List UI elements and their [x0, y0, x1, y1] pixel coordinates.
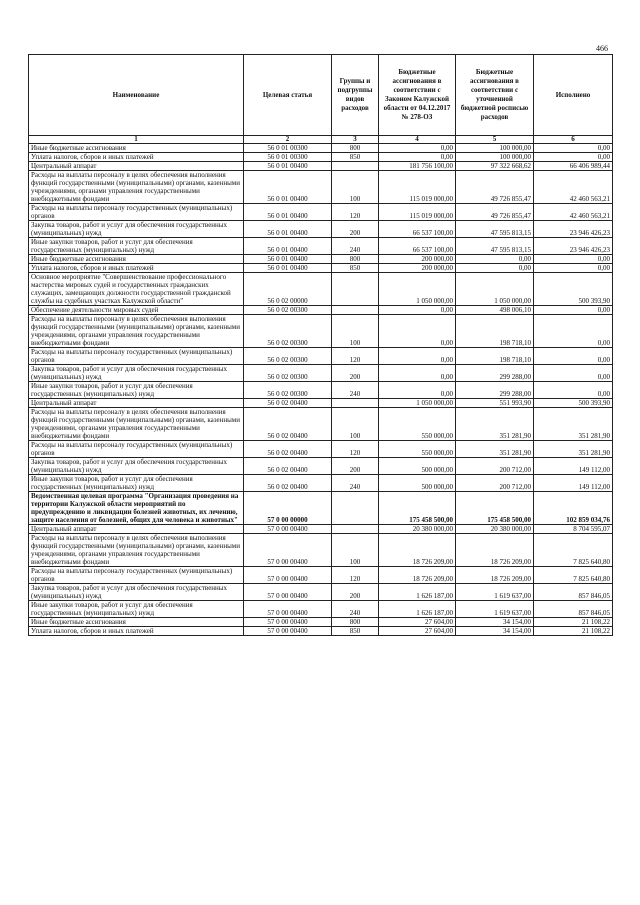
table-row — [29, 534, 613, 567]
row-law-allocation-cell: 1 626 187,00 — [379, 601, 456, 618]
row-target-article-cell: 56 0 01 00400 — [244, 255, 332, 264]
row-target-article-cell: 56 0 02 00000 — [244, 273, 332, 306]
row-law-allocation-cell: 1 050 000,00 — [379, 399, 456, 408]
row-expense-group-cell: 240 — [332, 382, 379, 399]
row-executed-cell: 42 460 563,21 — [534, 204, 613, 221]
row-expense-group-cell: 240 — [332, 601, 379, 618]
row-refined-allocation-cell: 0,00 — [456, 264, 534, 273]
row-executed-cell: 0,00 — [534, 365, 613, 382]
table-row — [29, 204, 613, 221]
budget-execution-table — [28, 54, 613, 636]
row-name-cell: Центральный аппарат — [29, 162, 244, 171]
column-number: 3 — [332, 136, 379, 144]
row-executed-cell: 0,00 — [534, 348, 613, 365]
row-target-article-cell: 56 0 02 00300 — [244, 315, 332, 348]
row-expense-group-cell: 120 — [332, 204, 379, 221]
row-executed-cell: 7 825 640,80 — [534, 567, 613, 584]
table-row — [29, 255, 613, 264]
row-law-allocation-cell: 0,00 — [379, 315, 456, 348]
row-target-article-cell: 56 0 02 00400 — [244, 475, 332, 492]
row-refined-allocation-cell: 551 993,90 — [456, 399, 534, 408]
row-law-allocation-cell: 115 019 000,00 — [379, 204, 456, 221]
row-executed-cell: 500 393,90 — [534, 273, 613, 306]
column-number: 5 — [456, 136, 534, 144]
row-law-allocation-cell: 181 756 100,00 — [379, 162, 456, 171]
row-name-cell: Закупка товаров, работ и услуг для обеспечения государственных (муниципальных) нужд — [29, 584, 244, 601]
row-law-allocation-cell: 18 726 209,00 — [379, 534, 456, 567]
row-name-cell: Основное мероприятие "Совершенствование профессионального мастерства мировых судей и государственных гражданских служащих, замещающих должности государственной гражданской службы на судебных участках Калужской области" — [29, 273, 244, 306]
row-executed-cell: 21 108,22 — [534, 618, 613, 627]
row-expense-group-cell: 850 — [332, 153, 379, 162]
row-expense-group-cell: 200 — [332, 584, 379, 601]
row-law-allocation-cell: 0,00 — [379, 153, 456, 162]
table-row — [29, 171, 613, 204]
row-target-article-cell: 57 0 00 00000 — [244, 492, 332, 525]
row-target-article-cell: 56 0 02 00400 — [244, 399, 332, 408]
table-row — [29, 458, 613, 475]
row-law-allocation-cell: 0,00 — [379, 365, 456, 382]
row-law-allocation-cell: 18 726 209,00 — [379, 567, 456, 584]
row-target-article-cell: 56 0 01 00400 — [244, 204, 332, 221]
row-refined-allocation-cell: 20 380 000,00 — [456, 525, 534, 534]
table-row — [29, 153, 613, 162]
row-law-allocation-cell: 1 626 187,00 — [379, 584, 456, 601]
row-target-article-cell: 56 0 02 00300 — [244, 365, 332, 382]
row-executed-cell: 0,00 — [534, 255, 613, 264]
row-law-allocation-cell: 27 604,00 — [379, 618, 456, 627]
column-number: 4 — [379, 136, 456, 144]
header-law-allocations: Бюджетные ассигнования в соответствии с Законом Калужской области от 04.12.2017 № 278-ОЗ — [379, 55, 456, 136]
row-refined-allocation-cell: 100 000,00 — [456, 153, 534, 162]
row-name-cell: Иные закупки товаров, работ и услуг для обеспечения государственных (муниципальных) нужд — [29, 475, 244, 492]
row-law-allocation-cell: 0,00 — [379, 382, 456, 399]
row-name-cell: Уплата налогов, сборов и иных платежей — [29, 264, 244, 273]
row-law-allocation-cell: 0,00 — [379, 144, 456, 153]
table-row — [29, 315, 613, 348]
row-name-cell: Закупка товаров, работ и услуг для обеспечения государственных (муниципальных) нужд — [29, 458, 244, 475]
row-refined-allocation-cell: 351 281,90 — [456, 441, 534, 458]
row-expense-group-cell: 200 — [332, 365, 379, 382]
row-name-cell: Закупка товаров, работ и услуг для обеспечения государственных (муниципальных) нужд — [29, 221, 244, 238]
row-refined-allocation-cell: 34 154,00 — [456, 618, 534, 627]
table-row — [29, 618, 613, 627]
row-law-allocation-cell: 550 000,00 — [379, 441, 456, 458]
row-name-cell: Иные бюджетные ассигнования — [29, 144, 244, 153]
row-law-allocation-cell: 0,00 — [379, 306, 456, 315]
header-executed: Исполнено — [534, 55, 613, 136]
row-law-allocation-cell: 175 458 500,00 — [379, 492, 456, 525]
row-name-cell: Иные закупки товаров, работ и услуг для обеспечения государственных (муниципальных) нужд — [29, 382, 244, 399]
row-refined-allocation-cell: 351 281,90 — [456, 408, 534, 441]
table-row — [29, 475, 613, 492]
row-law-allocation-cell: 20 380 000,00 — [379, 525, 456, 534]
row-expense-group-cell: 240 — [332, 475, 379, 492]
row-law-allocation-cell: 115 019 000,00 — [379, 171, 456, 204]
row-executed-cell: 0,00 — [534, 264, 613, 273]
row-expense-group-cell: 100 — [332, 408, 379, 441]
row-expense-group-cell: 100 — [332, 315, 379, 348]
row-executed-cell: 500 393,90 — [534, 399, 613, 408]
table-row — [29, 306, 613, 315]
row-name-cell: Центральный аппарат — [29, 525, 244, 534]
row-law-allocation-cell: 550 000,00 — [379, 408, 456, 441]
row-target-article-cell: 57 0 00 00400 — [244, 618, 332, 627]
row-refined-allocation-cell: 299 288,00 — [456, 382, 534, 399]
row-refined-allocation-cell: 1 619 637,00 — [456, 601, 534, 618]
row-name-cell: Расходы на выплаты персоналу в целях обеспечения выполнения функций государственными (муниципальными) органами, казенными учреждениями, органами управления государственными внебюджетными фондами — [29, 534, 244, 567]
row-executed-cell: 7 825 640,80 — [534, 534, 613, 567]
row-name-cell: Закупка товаров, работ и услуг для обеспечения государственных (муниципальных) нужд — [29, 365, 244, 382]
table-row — [29, 382, 613, 399]
row-expense-group-cell: 100 — [332, 171, 379, 204]
row-refined-allocation-cell: 299 288,00 — [456, 365, 534, 382]
row-name-cell: Уплата налогов, сборов и иных платежей — [29, 153, 244, 162]
header-refined-allocations: Бюджетные ассигнования в соответствии с уточненной бюджетной росписью расходов — [456, 55, 534, 136]
row-target-article-cell: 57 0 00 00400 — [244, 525, 332, 534]
row-refined-allocation-cell: 18 726 209,00 — [456, 567, 534, 584]
row-target-article-cell: 56 0 01 00300 — [244, 144, 332, 153]
table-row — [29, 525, 613, 534]
row-name-cell: Ведомственная целевая программа "Организация проведения на территории Калужской области мероприятий по предупреждению и ликвидации болезней животных, их лечению, защите населения от болезней, общих для человека и животных" — [29, 492, 244, 525]
row-executed-cell: 0,00 — [534, 315, 613, 348]
row-expense-group-cell — [332, 525, 379, 534]
row-expense-group-cell: 120 — [332, 441, 379, 458]
row-name-cell: Центральный аппарат — [29, 399, 244, 408]
row-executed-cell: 23 946 426,23 — [534, 238, 613, 255]
row-law-allocation-cell: 66 537 100,00 — [379, 221, 456, 238]
row-executed-cell: 66 406 989,44 — [534, 162, 613, 171]
row-law-allocation-cell: 200 000,00 — [379, 255, 456, 264]
column-number: 1 — [29, 136, 244, 144]
row-executed-cell: 0,00 — [534, 306, 613, 315]
row-expense-group-cell: 200 — [332, 458, 379, 475]
table-row — [29, 567, 613, 584]
row-law-allocation-cell: 500 000,00 — [379, 475, 456, 492]
table-row — [29, 238, 613, 255]
row-refined-allocation-cell: 100 000,00 — [456, 144, 534, 153]
row-law-allocation-cell: 66 537 100,00 — [379, 238, 456, 255]
row-name-cell: Расходы на выплаты персоналу в целях обеспечения выполнения функций государственными (муниципальными) органами, казенными учреждениями, органами управления государственными внебюджетными фондами — [29, 315, 244, 348]
row-expense-group-cell: 800 — [332, 144, 379, 153]
column-number: 2 — [244, 136, 332, 144]
row-target-article-cell: 56 0 02 00400 — [244, 458, 332, 475]
row-refined-allocation-cell: 1 050 000,00 — [456, 273, 534, 306]
row-law-allocation-cell: 27 604,00 — [379, 627, 456, 636]
row-executed-cell: 102 859 034,76 — [534, 492, 613, 525]
row-expense-group-cell: 120 — [332, 567, 379, 584]
row-name-cell: Расходы на выплаты персоналу государственных (муниципальных) органов — [29, 204, 244, 221]
row-expense-group-cell: 240 — [332, 238, 379, 255]
column-number: 6 — [534, 136, 613, 144]
row-target-article-cell: 56 0 02 00300 — [244, 382, 332, 399]
row-law-allocation-cell: 200 000,00 — [379, 264, 456, 273]
row-executed-cell: 351 281,90 — [534, 408, 613, 441]
table-row — [29, 492, 613, 525]
row-name-cell: Обеспечение деятельности мировых судей — [29, 306, 244, 315]
row-refined-allocation-cell: 200 712,00 — [456, 458, 534, 475]
table-row — [29, 144, 613, 153]
row-target-article-cell: 56 0 02 00400 — [244, 441, 332, 458]
row-name-cell: Иные закупки товаров, работ и услуг для обеспечения государственных (муниципальных) нужд — [29, 238, 244, 255]
row-target-article-cell: 56 0 01 00400 — [244, 221, 332, 238]
row-target-article-cell: 56 0 01 00400 — [244, 238, 332, 255]
row-refined-allocation-cell: 175 458 500,00 — [456, 492, 534, 525]
row-target-article-cell: 56 0 01 00400 — [244, 162, 332, 171]
row-target-article-cell: 57 0 00 00400 — [244, 601, 332, 618]
row-executed-cell: 149 112,00 — [534, 475, 613, 492]
row-expense-group-cell: 800 — [332, 618, 379, 627]
row-target-article-cell: 56 0 01 00300 — [244, 153, 332, 162]
row-executed-cell: 0,00 — [534, 382, 613, 399]
row-target-article-cell: 56 0 02 00300 — [244, 306, 332, 315]
table-row — [29, 584, 613, 601]
table-row — [29, 627, 613, 636]
column-number-row — [29, 136, 613, 144]
row-expense-group-cell — [332, 306, 379, 315]
row-expense-group-cell: 200 — [332, 221, 379, 238]
row-name-cell: Иные бюджетные ассигнования — [29, 255, 244, 264]
row-target-article-cell: 57 0 00 00400 — [244, 584, 332, 601]
row-expense-group-cell — [332, 273, 379, 306]
row-law-allocation-cell: 500 000,00 — [379, 458, 456, 475]
row-expense-group-cell: 120 — [332, 348, 379, 365]
row-executed-cell: 857 846,05 — [534, 584, 613, 601]
row-refined-allocation-cell: 47 595 813,15 — [456, 238, 534, 255]
row-refined-allocation-cell: 49 726 855,47 — [456, 171, 534, 204]
row-executed-cell: 351 281,90 — [534, 441, 613, 458]
row-executed-cell: 0,00 — [534, 153, 613, 162]
row-executed-cell: 149 112,00 — [534, 458, 613, 475]
row-name-cell: Расходы на выплаты персоналу государственных (муниципальных) органов — [29, 348, 244, 365]
row-executed-cell: 21 108,22 — [534, 627, 613, 636]
header-target-article: Целевая статья — [244, 55, 332, 136]
table-row — [29, 601, 613, 618]
table-row — [29, 273, 613, 306]
row-law-allocation-cell: 1 050 000,00 — [379, 273, 456, 306]
row-name-cell: Расходы на выплаты персоналу государственных (муниципальных) органов — [29, 567, 244, 584]
row-target-article-cell: 56 0 02 00400 — [244, 408, 332, 441]
header-name: Наименование — [29, 55, 244, 136]
row-refined-allocation-cell: 198 718,10 — [456, 315, 534, 348]
row-executed-cell: 857 846,05 — [534, 601, 613, 618]
row-expense-group-cell: 800 — [332, 255, 379, 264]
table-row — [29, 221, 613, 238]
row-expense-group-cell — [332, 162, 379, 171]
row-refined-allocation-cell: 198 718,10 — [456, 348, 534, 365]
row-name-cell: Иные закупки товаров, работ и услуг для обеспечения государственных (муниципальных) нужд — [29, 601, 244, 618]
row-refined-allocation-cell: 0,00 — [456, 255, 534, 264]
row-expense-group-cell: 850 — [332, 264, 379, 273]
row-refined-allocation-cell: 200 712,00 — [456, 475, 534, 492]
row-name-cell: Расходы на выплаты персоналу государственных (муниципальных) органов — [29, 441, 244, 458]
row-target-article-cell: 56 0 01 00400 — [244, 264, 332, 273]
table-row — [29, 348, 613, 365]
row-target-article-cell: 56 0 02 00300 — [244, 348, 332, 365]
table-header-row — [29, 55, 613, 136]
row-executed-cell: 0,00 — [534, 144, 613, 153]
row-target-article-cell: 56 0 01 00400 — [244, 171, 332, 204]
row-refined-allocation-cell: 97 322 668,62 — [456, 162, 534, 171]
header-expense-group: Группы и подгруппы видов расходов — [332, 55, 379, 136]
row-refined-allocation-cell: 47 595 813,15 — [456, 221, 534, 238]
row-target-article-cell: 57 0 00 00400 — [244, 627, 332, 636]
table-row — [29, 162, 613, 171]
row-executed-cell: 42 460 563,21 — [534, 171, 613, 204]
table-row — [29, 408, 613, 441]
row-expense-group-cell: 850 — [332, 627, 379, 636]
row-executed-cell: 8 704 595,07 — [534, 525, 613, 534]
page-number: 466 — [596, 44, 608, 53]
row-name-cell: Расходы на выплаты персоналу в целях обеспечения выполнения функций государственными (муниципальными) органами, казенными учреждениями, органами управления государственными внебюджетными фондами — [29, 171, 244, 204]
row-refined-allocation-cell: 49 726 855,47 — [456, 204, 534, 221]
row-name-cell: Расходы на выплаты персоналу в целях обеспечения выполнения функций государственными (муниципальными) органами, казенными учреждениями, органами управления государственными внебюджетными фондами — [29, 408, 244, 441]
row-expense-group-cell — [332, 399, 379, 408]
table-row — [29, 365, 613, 382]
row-refined-allocation-cell: 18 726 209,00 — [456, 534, 534, 567]
row-law-allocation-cell: 0,00 — [379, 348, 456, 365]
row-expense-group-cell: 100 — [332, 534, 379, 567]
row-target-article-cell: 57 0 00 00400 — [244, 567, 332, 584]
table-body — [29, 136, 613, 636]
row-name-cell: Уплата налогов, сборов и иных платежей — [29, 627, 244, 636]
table-row — [29, 264, 613, 273]
row-target-article-cell: 57 0 00 00400 — [244, 534, 332, 567]
row-name-cell: Иные бюджетные ассигнования — [29, 618, 244, 627]
row-executed-cell: 23 946 426,23 — [534, 221, 613, 238]
row-refined-allocation-cell: 1 619 637,00 — [456, 584, 534, 601]
row-expense-group-cell — [332, 492, 379, 525]
table-row — [29, 441, 613, 458]
row-refined-allocation-cell: 498 006,10 — [456, 306, 534, 315]
table-row — [29, 399, 613, 408]
row-refined-allocation-cell: 34 154,00 — [456, 627, 534, 636]
